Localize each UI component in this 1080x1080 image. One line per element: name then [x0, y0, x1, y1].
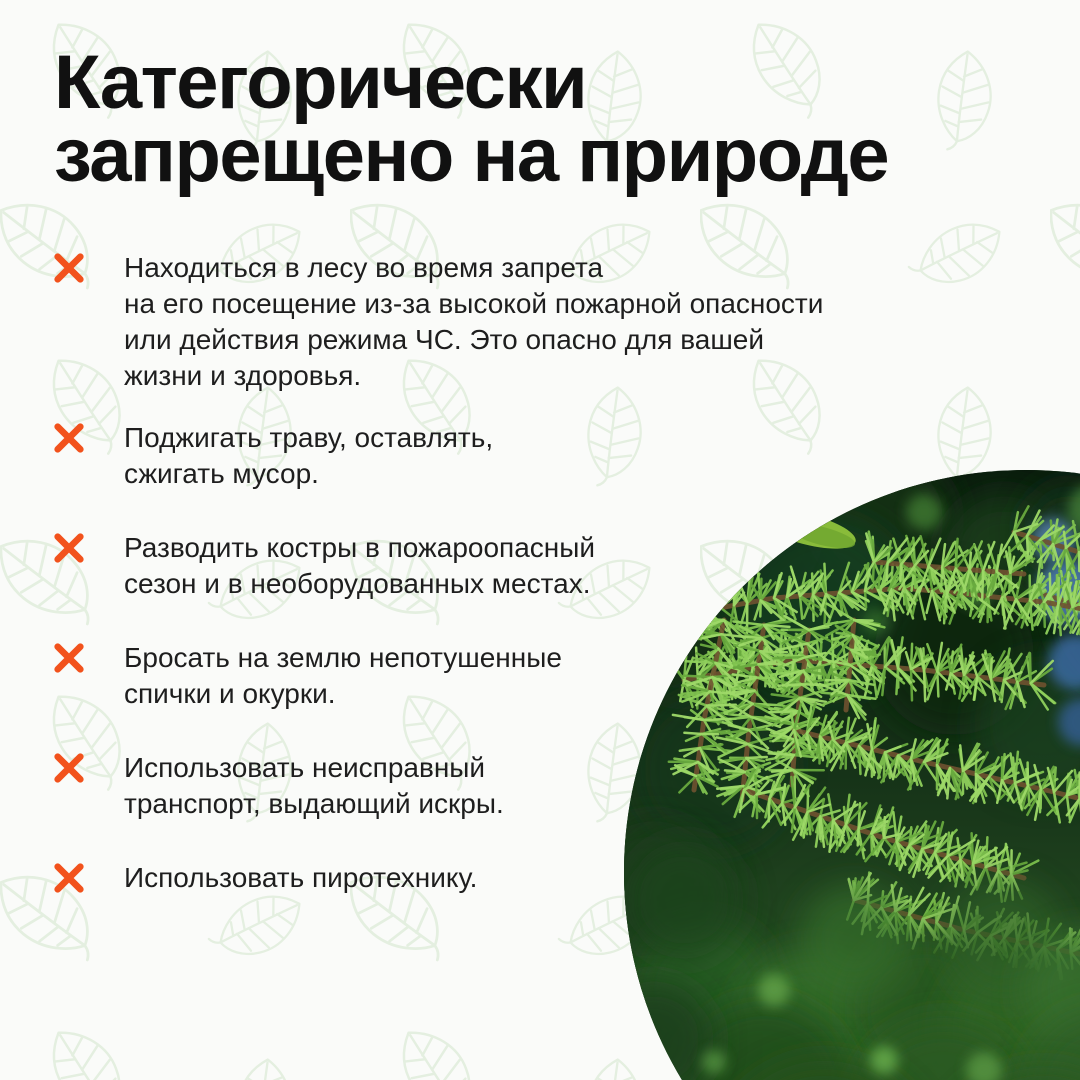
- prohibition-text-line: транспорт, выдающий искры.: [124, 788, 504, 819]
- prohibition-item: [52, 860, 1042, 896]
- prohibition-text: [124, 860, 477, 896]
- prohibition-text-line: Разводить костры в пожароопасный: [124, 532, 596, 563]
- x-mark-icon: [52, 861, 86, 895]
- prohibition-item: [52, 750, 1042, 822]
- prohibition-item: [52, 640, 1042, 712]
- prohibition-text-line: жизни и здоровья.: [124, 360, 362, 391]
- prohibition-text: [124, 750, 504, 822]
- prohibition-item: [52, 420, 1042, 492]
- prohibition-text: [124, 530, 595, 602]
- x-mark-icon: [52, 251, 86, 285]
- prohibition-text: [124, 420, 493, 492]
- prohibition-text-line: спички и окурки.: [124, 678, 336, 709]
- x-mark-icon: [52, 641, 86, 675]
- prohibition-item: [52, 530, 1042, 602]
- prohibition-text-line: Использовать пиротехнику.: [124, 862, 478, 893]
- title-line-1: Категорически: [54, 40, 587, 125]
- x-mark-icon: [52, 421, 86, 455]
- prohibition-text-line: Использовать неисправный: [124, 752, 486, 783]
- prohibition-text-line: на его посещение из-за высокой пожарной опасности: [124, 288, 824, 319]
- prohibition-text-line: Поджигать траву, оставлять,: [124, 422, 494, 453]
- prohibition-text-line: Бросать на землю непотушенные: [124, 642, 562, 673]
- prohibition-text: [124, 250, 823, 394]
- x-mark-icon: [52, 751, 86, 785]
- prohibition-item: [52, 250, 1042, 394]
- x-mark-icon: [52, 531, 86, 565]
- prohibition-text-line: сезон и в необорудованных местах.: [124, 568, 591, 599]
- prohibition-text-line: Находиться в лесу во время запрета: [124, 252, 604, 283]
- page-title: [54, 40, 889, 198]
- prohibition-list: [52, 250, 1042, 934]
- title-line-2: запрещено на природе: [54, 113, 889, 198]
- prohibition-text-line: или действия режима ЧС. Это опасно для вашей: [124, 324, 765, 355]
- prohibition-text: [124, 640, 562, 712]
- prohibition-text-line: сжигать мусор.: [124, 458, 319, 489]
